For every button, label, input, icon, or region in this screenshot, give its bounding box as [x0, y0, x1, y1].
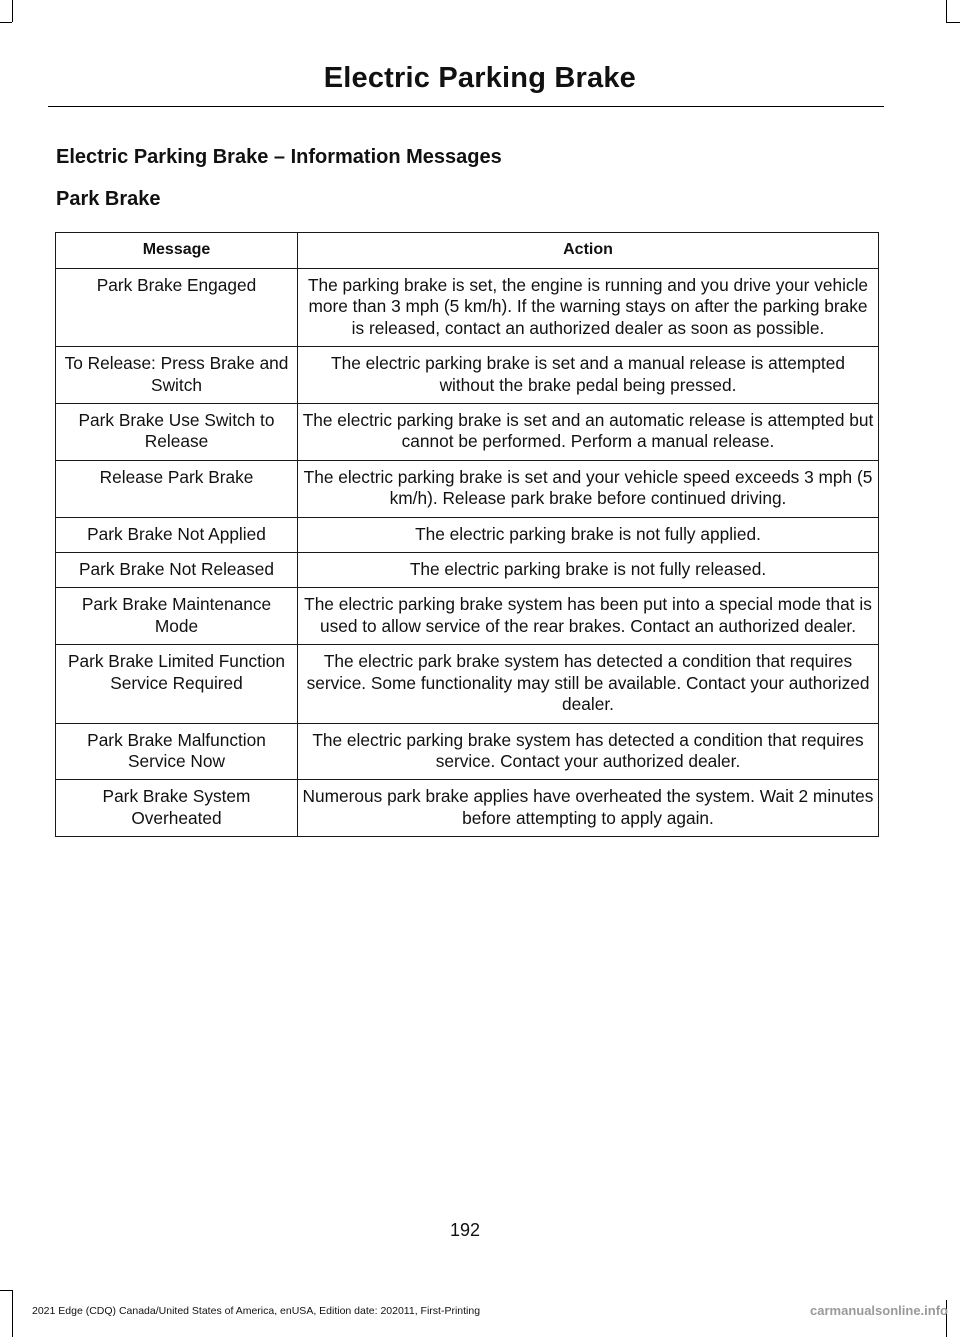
message-cell: Park Brake Not Released — [56, 553, 298, 588]
table-header-row — [56, 233, 879, 269]
action-cell: The electric parking brake system has been put into a special mode that is used to allow service of the rear brakes. Contact an authorized dealer. — [298, 588, 879, 645]
action-cell: The electric parking brake is set and a manual release is attempted without the brake pedal being pressed. — [298, 347, 879, 404]
watermark: carmanualsonline.info — [810, 1303, 948, 1318]
footer-edition-text: 2021 Edge (CDQ) Canada/United States of America, enUSA, Edition date: 202011, First-Printing — [32, 1305, 481, 1317]
page-header-title: Electric Parking Brake — [323, 62, 636, 94]
table-row — [56, 645, 879, 723]
crop-mark — [946, 0, 947, 22]
crop-mark — [946, 22, 960, 23]
action-cell: The electric parking brake is not fully released. — [298, 553, 879, 588]
table-row — [56, 269, 879, 347]
message-cell: Park Brake Use Switch to Release — [56, 404, 298, 461]
header-rule — [48, 106, 884, 107]
message-cell: Park Brake Engaged — [56, 269, 298, 347]
message-cell: Park Brake Limited Function Service Required — [56, 645, 298, 723]
section-title: Electric Parking Brake – Information Messages — [56, 146, 502, 168]
table-row — [56, 347, 879, 404]
action-cell: The electric parking brake is not fully applied. — [298, 517, 879, 552]
crop-mark — [12, 1290, 13, 1337]
message-cell: Park Brake System Overheated — [56, 780, 298, 837]
action-cell: The electric parking brake is set and an automatic release is attempted but cannot be performed. Perform a manual release. — [298, 404, 879, 461]
table-row — [56, 780, 879, 837]
crop-mark — [12, 0, 13, 22]
table-row — [56, 588, 879, 645]
action-cell: Numerous park brake applies have overheated the system. Wait 2 minutes before attempting to apply again. — [298, 780, 879, 837]
message-cell: Park Brake Not Applied — [56, 517, 298, 552]
action-cell: The electric parking brake is set and your vehicle speed exceeds 3 mph (5 km/h). Release park brake before continued driving. — [298, 460, 879, 517]
message-cell: Park Brake Malfunction Service Now — [56, 723, 298, 780]
table-row — [56, 404, 879, 461]
crop-mark — [0, 22, 12, 23]
information-messages-table — [55, 232, 879, 837]
action-cell: The electric park brake system has detected a condition that requires service. Some functionality may still be available. Contact your authorized dealer. — [298, 645, 879, 723]
subsection-title: Park Brake — [56, 188, 161, 210]
column-header-action: Action — [298, 233, 879, 269]
message-cell: Park Brake Maintenance Mode — [56, 588, 298, 645]
column-header-message: Message — [56, 233, 298, 269]
page-number: 192 — [449, 1220, 481, 1240]
table-row — [56, 460, 879, 517]
crop-mark — [0, 1290, 12, 1291]
table-row — [56, 723, 879, 780]
message-cell: To Release: Press Brake and Switch — [56, 347, 298, 404]
message-cell: Release Park Brake — [56, 460, 298, 517]
table-row — [56, 553, 879, 588]
table-row — [56, 517, 879, 552]
action-cell: The electric parking brake system has detected a condition that requires service. Contact your authorized dealer. — [298, 723, 879, 780]
action-cell: The parking brake is set, the engine is running and you drive your vehicle more than 3 mph (5 km/h). If the warning stays on after the parking brake is released, contact an authorized dealer as soon as possible. — [298, 269, 879, 347]
